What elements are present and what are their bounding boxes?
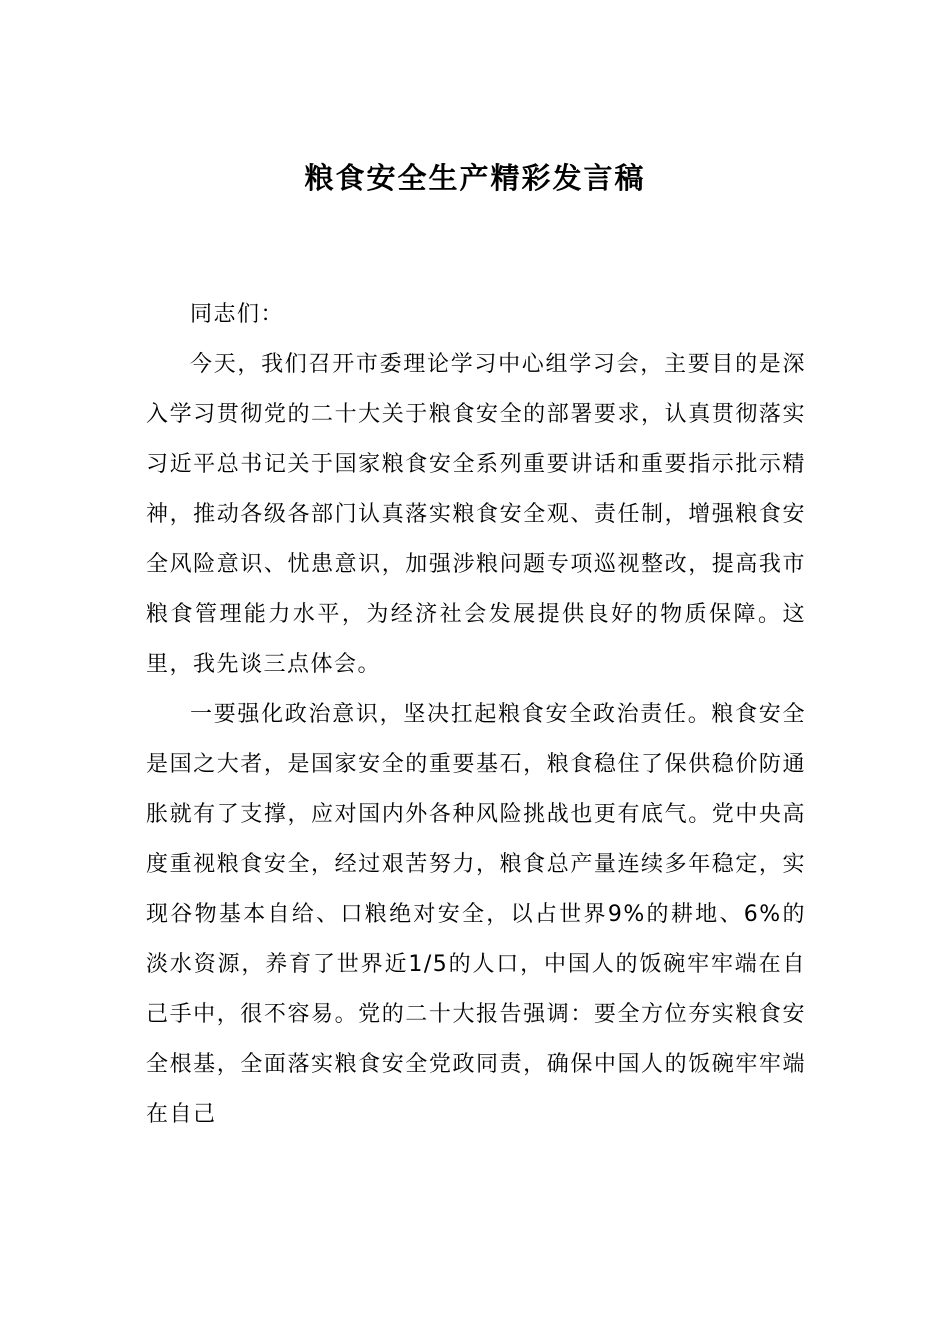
paragraph-2: 一要强化政治意识，坚决扛起粮食安全政治责任。粮食安全是国之大者，是国家安全的重要基石，粮食稳住了保供稳价防通胀就有了支撑，应对国内外各种风险挑战也更有底气。党中央高度重视粮食安全，经过艰苦努力，粮食总产量连续多年稳定，实现谷物基本自给、口粮绝对安全，以占世界9%的耕地、6%的淡水资源，养育了世界近1/5的人口，中国人的饭碗牢牢端在自己手中，很不容易。党的二十大报告强调：要全方位夯实粮食安全根基，全面落实粮食安全党政同责，确保中国人的饭碗牢牢端在自己 (146, 702, 806, 1127)
paragraph-1: 今天，我们召开市委理论学习中心组学习会，主要目的是深入学习贯彻党的二十大关于粮食安全的部署要求，认真贯彻落实习近平总书记关于国家粮食安全系列重要讲话和重要指示批示精神，推动各级各部门认真落实粮食安全观、责任制，增强粮食安全风险意识、忧患意识，加强涉粮问题专项巡视整改，提高我市粮食管理能力水平，为经济社会发展提供良好的物质保障。这里，我先谈三点体会。 (146, 352, 806, 677)
document-body (146, 290, 806, 1140)
salutation: 同志们： (190, 302, 285, 327)
document-title: 粮食安全生产精彩发言稿 (304, 161, 646, 195)
